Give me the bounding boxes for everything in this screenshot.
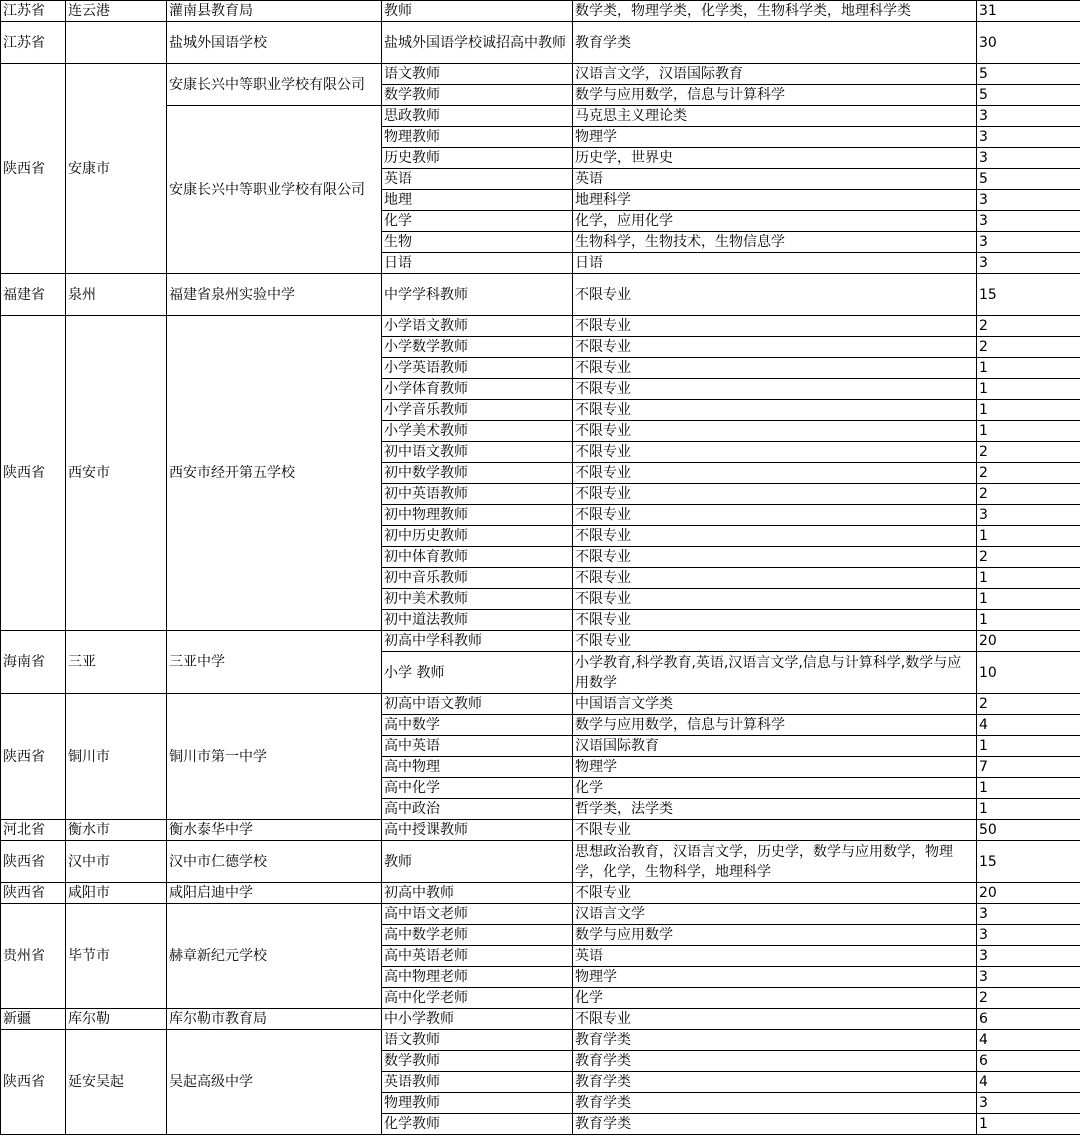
count-cell: 1 xyxy=(977,379,1080,400)
count-cell: 3 xyxy=(977,925,1080,946)
school-cell: 库尔勒市教育局 xyxy=(167,1009,382,1030)
table-row xyxy=(1,1030,1080,1051)
position-cell: 日语 xyxy=(382,253,573,274)
count-cell: 6 xyxy=(977,1009,1080,1030)
position-cell: 语文教师 xyxy=(382,64,573,85)
major-cell: 小学教育,科学教育,英语,汉语言文学,信息与计算科学,数学与应用数学 xyxy=(573,652,977,694)
major-cell: 不限专业 xyxy=(573,820,977,841)
school-cell: 盐城外国语学校 xyxy=(167,22,382,64)
position-cell: 中小学教师 xyxy=(382,1009,573,1030)
major-cell: 不限专业 xyxy=(573,484,977,505)
major-cell: 不限专业 xyxy=(573,274,977,316)
school-cell: 西安市经开第五学校 xyxy=(167,316,382,631)
count-cell: 4 xyxy=(977,1030,1080,1051)
count-cell: 15 xyxy=(977,841,1080,883)
major-cell: 不限专业 xyxy=(573,526,977,547)
province-cell: 陕西省 xyxy=(1,64,66,274)
count-cell: 3 xyxy=(977,232,1080,253)
position-cell: 高中英语老师 xyxy=(382,946,573,967)
major-cell: 英语 xyxy=(573,169,977,190)
position-cell: 高中化学老师 xyxy=(382,988,573,1009)
count-cell: 2 xyxy=(977,547,1080,568)
position-cell: 中学学科教师 xyxy=(382,274,573,316)
major-cell: 不限专业 xyxy=(573,463,977,484)
city-cell: 毕节市 xyxy=(66,904,167,1009)
count-cell: 2 xyxy=(977,484,1080,505)
count-cell: 30 xyxy=(977,22,1080,64)
position-cell: 初中音乐教师 xyxy=(382,568,573,589)
position-cell: 化学教师 xyxy=(382,1114,573,1135)
school-cell: 咸阳启迪中学 xyxy=(167,883,382,904)
province-cell: 陕西省 xyxy=(1,1030,66,1135)
city-cell: 连云港 xyxy=(66,1,167,22)
table-row xyxy=(1,64,1080,85)
school-cell: 赫章新纪元学校 xyxy=(167,904,382,1009)
major-cell: 化学，应用化学 xyxy=(573,211,977,232)
count-cell: 5 xyxy=(977,64,1080,85)
table-row xyxy=(1,1,1080,22)
position-cell: 初中英语教师 xyxy=(382,484,573,505)
province-cell: 江苏省 xyxy=(1,22,66,64)
province-cell: 陕西省 xyxy=(1,694,66,820)
table-row xyxy=(1,904,1080,925)
major-cell: 教育学类 xyxy=(573,1114,977,1135)
major-cell: 教育学类 xyxy=(573,1051,977,1072)
major-cell: 不限专业 xyxy=(573,610,977,631)
major-cell: 教育学类 xyxy=(573,1030,977,1051)
count-cell: 2 xyxy=(977,442,1080,463)
count-cell: 3 xyxy=(977,505,1080,526)
count-cell: 3 xyxy=(977,967,1080,988)
major-cell: 生物科学，生物技术，生物信息学 xyxy=(573,232,977,253)
table-row xyxy=(1,1009,1080,1030)
province-cell: 海南省 xyxy=(1,631,66,694)
position-cell: 高中授课教师 xyxy=(382,820,573,841)
province-cell: 陕西省 xyxy=(1,883,66,904)
major-cell: 不限专业 xyxy=(573,421,977,442)
position-cell: 高中化学 xyxy=(382,778,573,799)
major-cell: 教育学类 xyxy=(573,22,977,64)
city-cell: 咸阳市 xyxy=(66,883,167,904)
position-cell: 数学教师 xyxy=(382,1051,573,1072)
table-row xyxy=(1,274,1080,316)
position-cell: 物理教师 xyxy=(382,127,573,148)
position-cell: 初中数学教师 xyxy=(382,463,573,484)
position-cell: 初中物理教师 xyxy=(382,505,573,526)
major-cell: 不限专业 xyxy=(573,1009,977,1030)
position-cell: 初中体育教师 xyxy=(382,547,573,568)
table-row xyxy=(1,883,1080,904)
city-cell: 铜川市 xyxy=(66,694,167,820)
position-cell: 教师 xyxy=(382,1,573,22)
position-cell: 思政教师 xyxy=(382,106,573,127)
major-cell: 不限专业 xyxy=(573,589,977,610)
table-row xyxy=(1,316,1080,337)
count-cell: 3 xyxy=(977,127,1080,148)
table-row xyxy=(1,694,1080,715)
position-cell: 初高中教师 xyxy=(382,883,573,904)
position-cell: 小学音乐教师 xyxy=(382,400,573,421)
major-cell: 不限专业 xyxy=(573,631,977,652)
position-cell: 初高中学科教师 xyxy=(382,631,573,652)
major-cell: 日语 xyxy=(573,253,977,274)
position-cell: 数学教师 xyxy=(382,85,573,106)
school-cell: 汉中市仁德学校 xyxy=(167,841,382,883)
school-cell: 福建省泉州实验中学 xyxy=(167,274,382,316)
position-cell: 小学语文教师 xyxy=(382,316,573,337)
count-cell: 2 xyxy=(977,694,1080,715)
city-cell: 衡水市 xyxy=(66,820,167,841)
major-cell: 英语 xyxy=(573,946,977,967)
major-cell: 物理学 xyxy=(573,127,977,148)
count-cell: 1 xyxy=(977,589,1080,610)
city-cell: 库尔勒 xyxy=(66,1009,167,1030)
count-cell: 1 xyxy=(977,610,1080,631)
count-cell: 4 xyxy=(977,715,1080,736)
major-cell: 不限专业 xyxy=(573,505,977,526)
count-cell: 20 xyxy=(977,631,1080,652)
position-cell: 教师 xyxy=(382,841,573,883)
position-cell: 英语 xyxy=(382,169,573,190)
province-cell: 河北省 xyxy=(1,820,66,841)
count-cell: 1 xyxy=(977,778,1080,799)
count-cell: 3 xyxy=(977,904,1080,925)
school-cell: 吴起高级中学 xyxy=(167,1030,382,1135)
count-cell: 1 xyxy=(977,526,1080,547)
count-cell: 3 xyxy=(977,1093,1080,1114)
position-cell: 高中数学 xyxy=(382,715,573,736)
position-cell: 初中道法教师 xyxy=(382,610,573,631)
major-cell: 不限专业 xyxy=(573,316,977,337)
major-cell: 教育学类 xyxy=(573,1093,977,1114)
count-cell: 1 xyxy=(977,736,1080,757)
city-cell: 汉中市 xyxy=(66,841,167,883)
major-cell: 中国语言文学类 xyxy=(573,694,977,715)
position-cell: 英语教师 xyxy=(382,1072,573,1093)
major-cell: 数学与应用数学 xyxy=(573,925,977,946)
school-cell: 灌南县教育局 xyxy=(167,1,382,22)
position-cell: 历史教师 xyxy=(382,148,573,169)
major-cell: 思想政治教育，汉语言文学，历史学，数学与应用数学，物理学，化学，生物科学，地理科学 xyxy=(573,841,977,883)
count-cell: 20 xyxy=(977,883,1080,904)
major-cell: 马克思主义理论类 xyxy=(573,106,977,127)
count-cell: 31 xyxy=(977,1,1080,22)
count-cell: 2 xyxy=(977,988,1080,1009)
major-cell: 不限专业 xyxy=(573,568,977,589)
position-cell: 小学体育教师 xyxy=(382,379,573,400)
major-cell: 哲学类，法学类 xyxy=(573,799,977,820)
position-cell: 初中美术教师 xyxy=(382,589,573,610)
count-cell: 3 xyxy=(977,211,1080,232)
count-cell: 5 xyxy=(977,169,1080,190)
major-cell: 物理学 xyxy=(573,967,977,988)
position-cell: 小学数学教师 xyxy=(382,337,573,358)
count-cell: 5 xyxy=(977,85,1080,106)
count-cell: 3 xyxy=(977,190,1080,211)
city-cell: 延安吴起 xyxy=(66,1030,167,1135)
count-cell: 1 xyxy=(977,400,1080,421)
school-cell: 衡水泰华中学 xyxy=(167,820,382,841)
school-cell: 安康长兴中等职业学校有限公司 xyxy=(167,106,382,274)
city-cell: 泉州 xyxy=(66,274,167,316)
city-cell xyxy=(66,22,167,64)
position-cell: 小学英语教师 xyxy=(382,358,573,379)
table-row xyxy=(1,22,1080,64)
position-cell: 初高中语文教师 xyxy=(382,694,573,715)
major-cell: 物理学 xyxy=(573,757,977,778)
major-cell: 地理科学 xyxy=(573,190,977,211)
province-cell: 贵州省 xyxy=(1,904,66,1009)
major-cell: 历史学，世界史 xyxy=(573,148,977,169)
position-cell: 高中政治 xyxy=(382,799,573,820)
position-cell: 地理 xyxy=(382,190,573,211)
count-cell: 4 xyxy=(977,1072,1080,1093)
count-cell: 2 xyxy=(977,337,1080,358)
count-cell: 1 xyxy=(977,568,1080,589)
school-cell: 三亚中学 xyxy=(167,631,382,694)
major-cell: 不限专业 xyxy=(573,400,977,421)
position-cell: 小学美术教师 xyxy=(382,421,573,442)
count-cell: 3 xyxy=(977,946,1080,967)
position-cell: 物理教师 xyxy=(382,1093,573,1114)
city-cell: 安康市 xyxy=(66,64,167,274)
table-row xyxy=(1,820,1080,841)
count-cell: 3 xyxy=(977,148,1080,169)
position-cell: 高中物理 xyxy=(382,757,573,778)
table-body xyxy=(1,1,1080,1135)
position-cell: 生物 xyxy=(382,232,573,253)
major-cell: 不限专业 xyxy=(573,883,977,904)
major-cell: 教育学类 xyxy=(573,1072,977,1093)
count-cell: 1 xyxy=(977,421,1080,442)
province-cell: 陕西省 xyxy=(1,316,66,631)
count-cell: 1 xyxy=(977,799,1080,820)
position-cell: 高中数学老师 xyxy=(382,925,573,946)
position-cell: 高中英语 xyxy=(382,736,573,757)
count-cell: 1 xyxy=(977,1114,1080,1135)
count-cell: 6 xyxy=(977,1051,1080,1072)
city-cell: 三亚 xyxy=(66,631,167,694)
table-row xyxy=(1,841,1080,883)
city-cell: 西安市 xyxy=(66,316,167,631)
major-cell: 不限专业 xyxy=(573,337,977,358)
count-cell: 3 xyxy=(977,253,1080,274)
school-cell: 安康长兴中等职业学校有限公司 xyxy=(167,64,382,106)
position-cell: 高中语文老师 xyxy=(382,904,573,925)
province-cell: 福建省 xyxy=(1,274,66,316)
position-cell: 盐城外国语学校诚招高中教师 xyxy=(382,22,573,64)
position-cell: 化学 xyxy=(382,211,573,232)
count-cell: 2 xyxy=(977,316,1080,337)
position-cell: 语文教师 xyxy=(382,1030,573,1051)
count-cell: 15 xyxy=(977,274,1080,316)
count-cell: 2 xyxy=(977,463,1080,484)
province-cell: 陕西省 xyxy=(1,841,66,883)
count-cell: 3 xyxy=(977,106,1080,127)
major-cell: 不限专业 xyxy=(573,358,977,379)
position-cell: 初中历史教师 xyxy=(382,526,573,547)
count-cell: 7 xyxy=(977,757,1080,778)
position-cell: 小学 教师 xyxy=(382,652,573,694)
count-cell: 1 xyxy=(977,358,1080,379)
school-cell: 铜川市第一中学 xyxy=(167,694,382,820)
count-cell: 10 xyxy=(977,652,1080,694)
table-row xyxy=(1,631,1080,652)
major-cell: 不限专业 xyxy=(573,379,977,400)
province-cell: 新疆 xyxy=(1,1009,66,1030)
major-cell: 不限专业 xyxy=(573,547,977,568)
major-cell: 不限专业 xyxy=(573,442,977,463)
count-cell: 50 xyxy=(977,820,1080,841)
major-cell: 化学 xyxy=(573,988,977,1009)
major-cell: 汉语言文学 xyxy=(573,904,977,925)
major-cell: 数学类，物理学类，化学类，生物科学类，地理科学类 xyxy=(573,1,977,22)
major-cell: 汉语言文学，汉语国际教育 xyxy=(573,64,977,85)
position-cell: 高中物理老师 xyxy=(382,967,573,988)
major-cell: 数学与应用数学，信息与计算科学 xyxy=(573,85,977,106)
position-cell: 初中语文教师 xyxy=(382,442,573,463)
province-cell: 江苏省 xyxy=(1,1,66,22)
major-cell: 化学 xyxy=(573,778,977,799)
major-cell: 汉语国际教育 xyxy=(573,736,977,757)
major-cell: 数学与应用数学，信息与计算科学 xyxy=(573,715,977,736)
